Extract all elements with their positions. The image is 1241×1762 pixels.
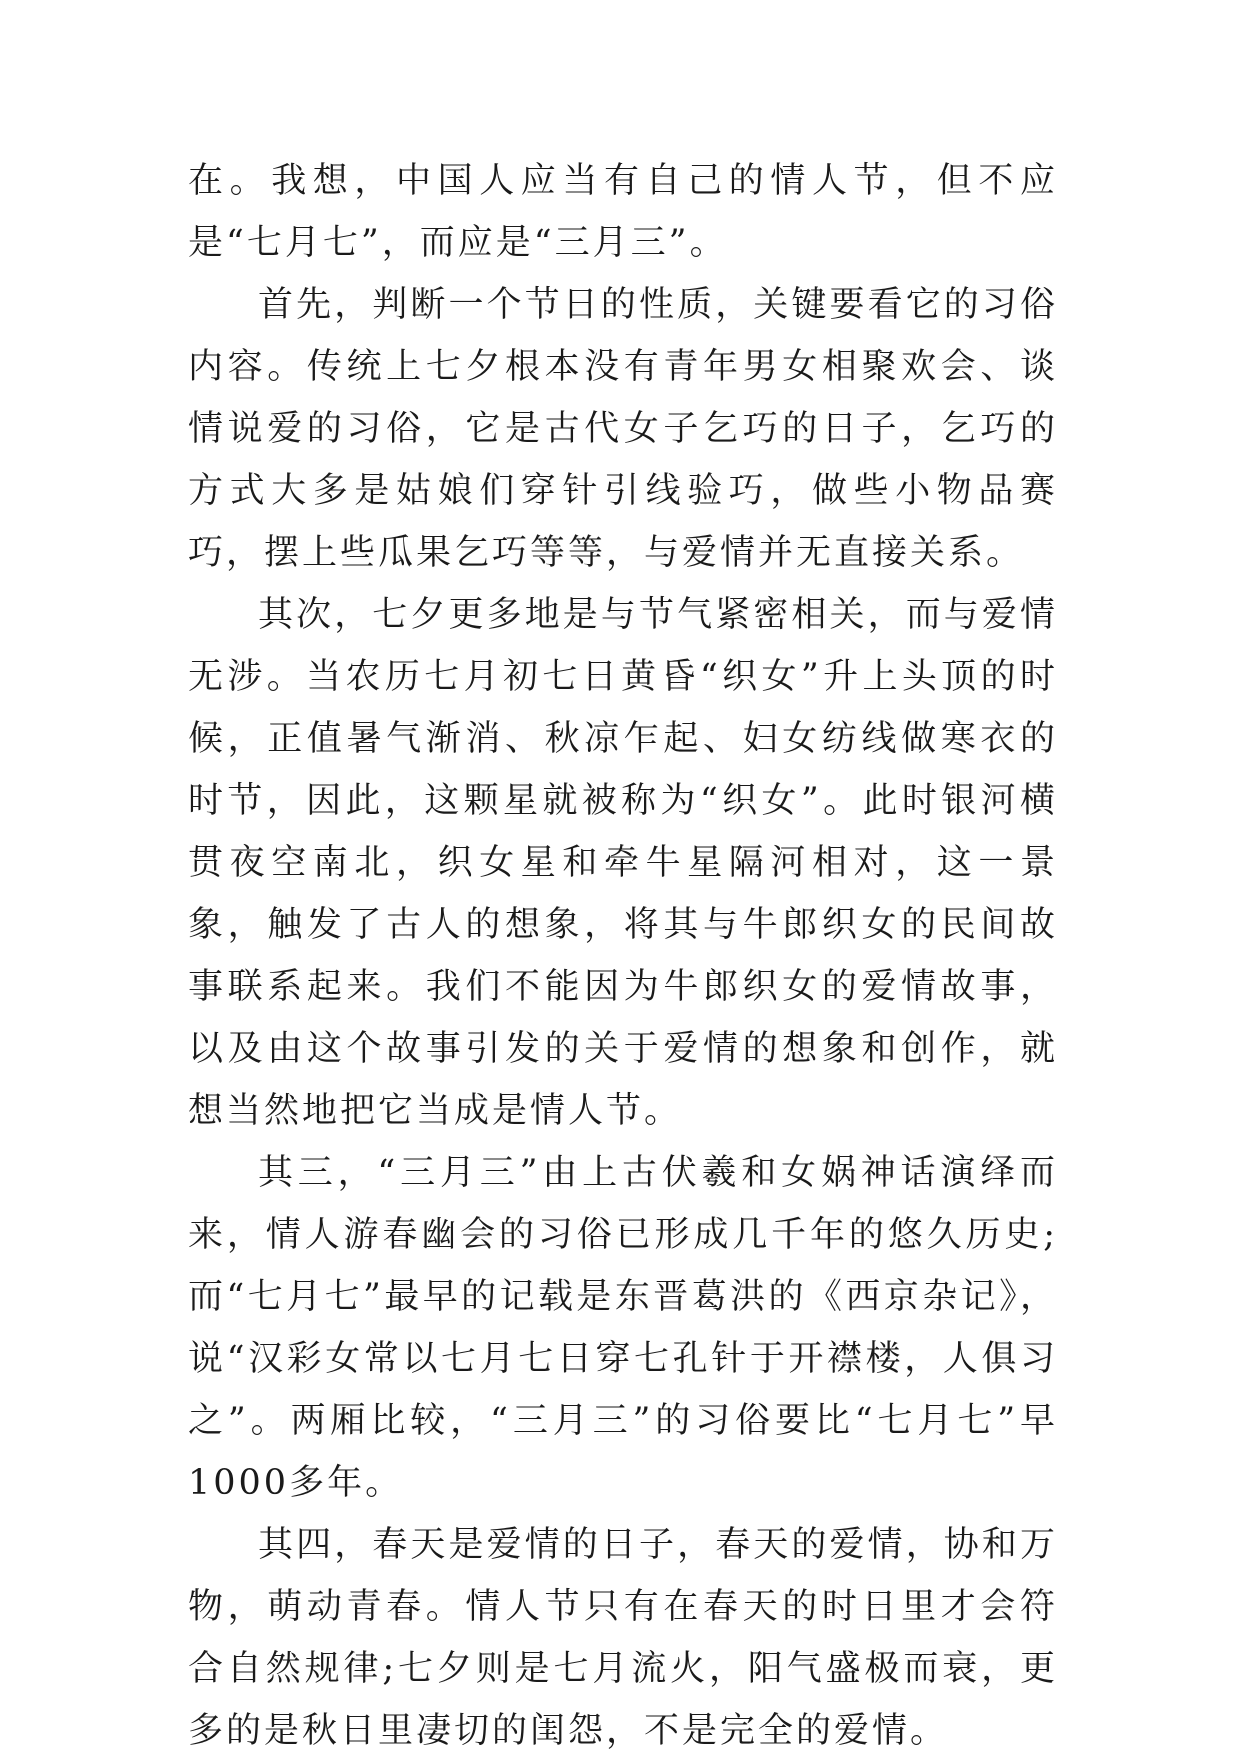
paragraph-third-point: 其三，“三月三”由上古伏羲和女娲神话演绎而来，情人游春幽会的习俗已形成几千年的悠久历史;而“七月七”最早的记载是东晋葛洪的《西京杂记》，说“汉彩女常以七月七日穿七孔针于开襟楼，人俱习之”。两厢比较，“三月三”的习俗要比“七月七”早1000多年。 (188, 1153, 1058, 1503)
paragraph-continuation: 在。我想，中国人应当有自己的情人节，但不应是“七月七”，而应是“三月三”。 (188, 161, 1058, 263)
paragraph-second-point: 其次，七夕更多地是与节气紧密相关，而与爱情无涉。当农历七月初七日黄昏“织女”升上头顶的时候，正值暑气渐消、秋凉乍起、妇女纺线做寒衣的时节，因此，这颗星就被称为“织女”。此时银河横贯夜空南北，织女星和牵牛星隔河相对，这一景象，触发了古人的想象，将其与牛郎织女的民间故事联系起来。我们不能因为牛郎织女的爱情故事，以及由这个故事引发的关于爱情的想象和创作，就想当然地把它当成是情人节。 (188, 595, 1058, 1131)
paragraph-fourth-point: 其四，春天是爱情的日子，春天的爱情，协和万物，萌动青春。情人节只有在春天的时日里才会符合自然规律;七夕则是七月流火，阳气盛极而衰，更多的是秋日里凄切的闺怨，不是完全的爱情。 (188, 1525, 1058, 1751)
document-body (188, 150, 1058, 1762)
paragraph-first-point: 首先，判断一个节日的性质，关键要看它的习俗内容。传统上七夕根本没有青年男女相聚欢会、谈情说爱的习俗，它是古代女子乞巧的日子，乞巧的方式大多是姑娘们穿针引线验巧，做些小物品赛巧，摆上些瓜果乞巧等等，与爱情并无直接关系。 (188, 285, 1058, 573)
